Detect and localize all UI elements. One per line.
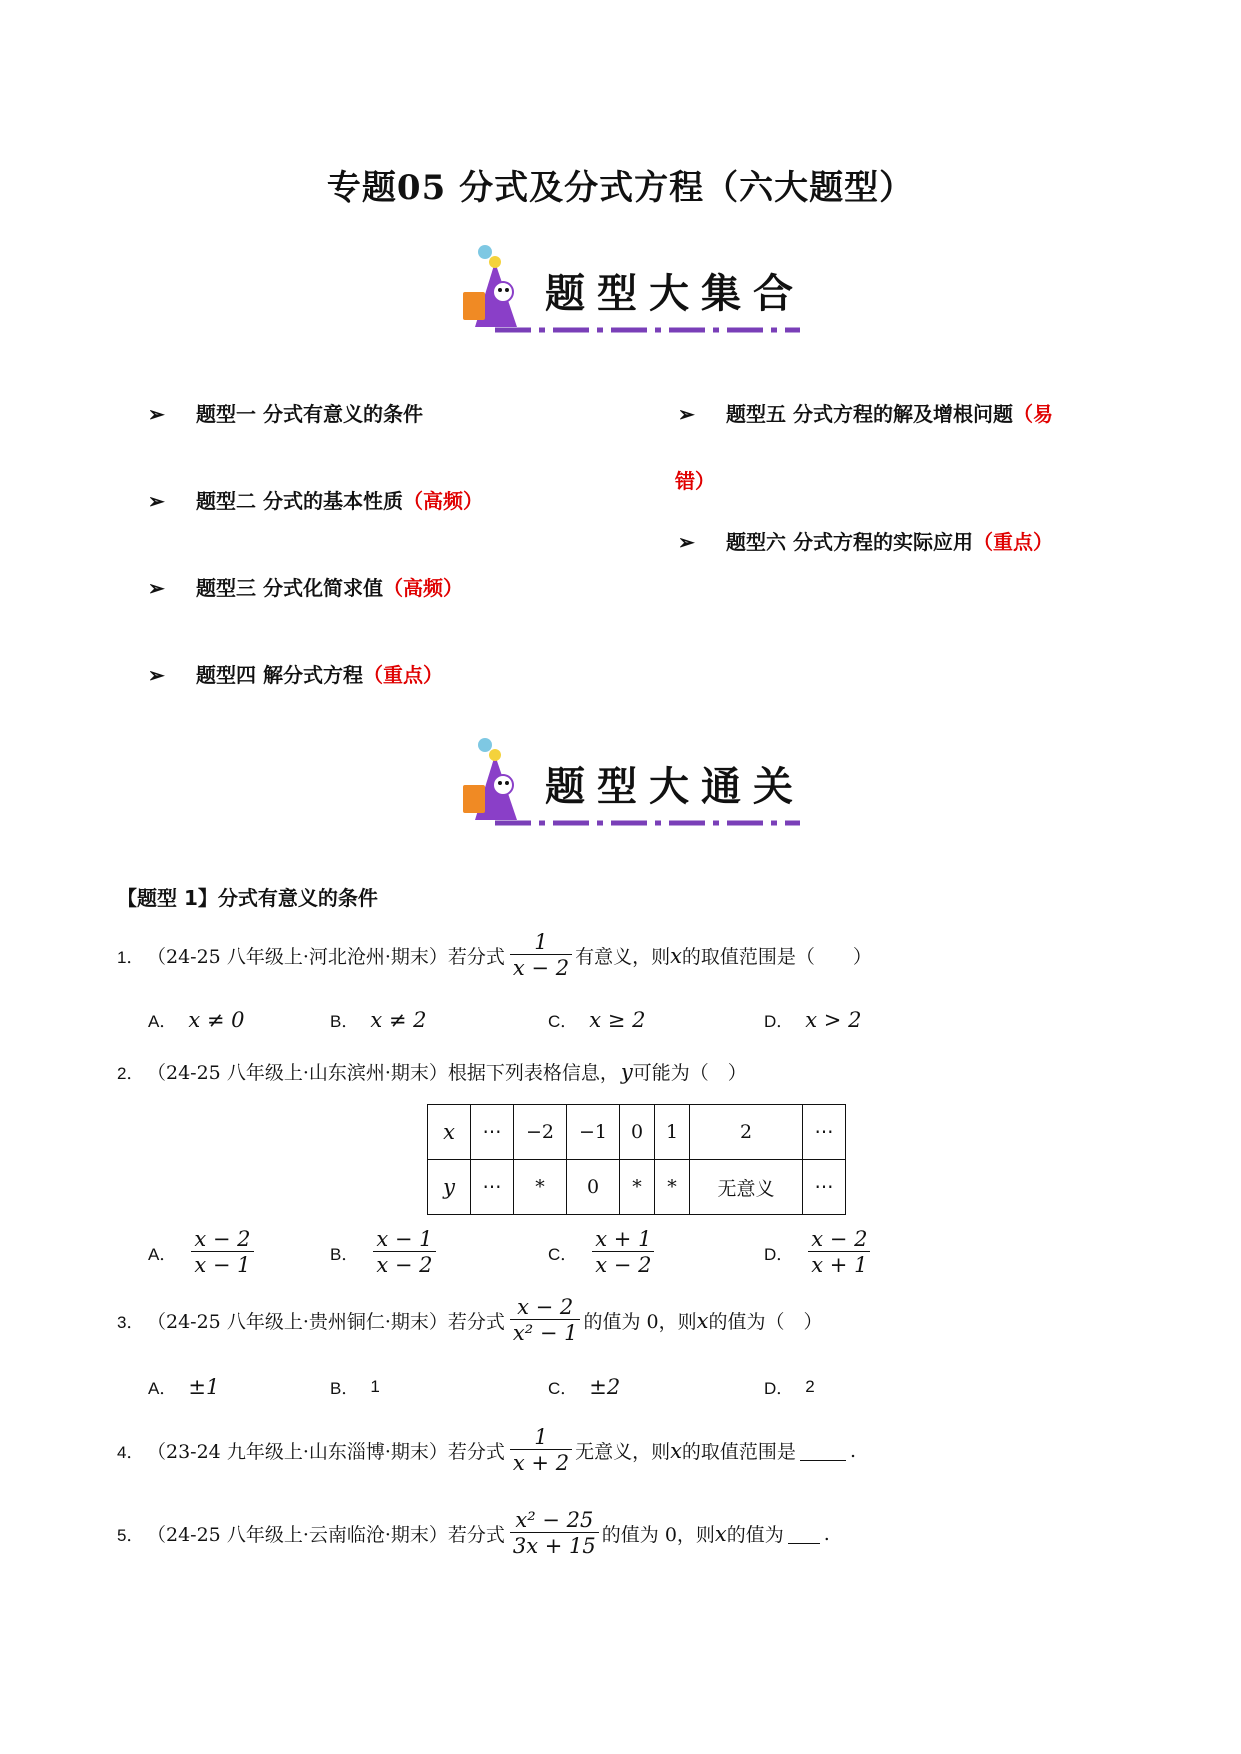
option-a[interactable]: A． ±1	[148, 1374, 220, 1399]
banner-title: 题型大通关	[545, 763, 805, 810]
fraction: $\frac{x - 2}{\text{x² − 1}}$	[510, 1295, 581, 1346]
answer-blank[interactable]	[800, 1440, 846, 1461]
option-a[interactable]: A． x ≠ 0	[148, 1007, 245, 1032]
answer-blank[interactable]	[788, 1523, 820, 1544]
type-item-tag: （重点）	[972, 530, 1053, 554]
question-3: 3． （24-25 八年级上·贵州铜仁·期末）若分式 $\frac{x - 2}{\text{x² − 1}}$ 的值为 0，则 x 的值为（ ）	[117, 1295, 823, 1345]
type-item-label: 题型五 分式方程的解及增根问题	[726, 402, 1013, 426]
option-c[interactable]: C． x ≥ 2	[548, 1007, 646, 1032]
question-1: 1． （24-25 八年级上·河北沧州·期末）若分式 $\frac{1}{x - 2}$ 有意义，则 x 的取值范围是（ ）	[117, 930, 872, 980]
arrow-bullet-icon: ➢	[148, 402, 165, 426]
arrow-bullet-icon: ➢	[678, 530, 695, 554]
arrow-bullet-icon: ➢	[148, 663, 165, 687]
type-item-tag: （高频）	[382, 576, 463, 600]
option-d[interactable]: D． 2	[764, 1376, 815, 1398]
option-c[interactable]: C． ±2	[548, 1374, 621, 1399]
banner-pass	[455, 725, 815, 835]
fraction: $\frac{1}{x - 2}$	[510, 930, 572, 981]
type-item-label: 题型二 分式的基本性质	[196, 489, 403, 513]
banner-collection	[455, 232, 815, 342]
question-2: 2． （24-25 八年级上·山东滨州·期末）根据下列表格信息， y 可能为（ ）	[117, 1059, 747, 1084]
type-item-4[interactable]	[148, 659, 443, 688]
type-item-5[interactable]	[678, 398, 1053, 427]
type-item-3[interactable]	[148, 572, 463, 601]
type-item-1[interactable]	[148, 398, 423, 427]
option-d[interactable]: D． $\frac{x - 2}{x + 1}$	[764, 1227, 873, 1278]
type-item-label: 题型六 分式方程的实际应用	[726, 530, 973, 554]
type-item-tag: （重点）	[362, 663, 443, 687]
arrow-bullet-icon: ➢	[678, 402, 695, 426]
option-c[interactable]: C． $\frac{x + 1}{x - 2}$	[548, 1227, 657, 1278]
value-table	[427, 1104, 846, 1215]
page-title: 专题05 分式及分式方程（六大题型）	[326, 168, 915, 208]
option-a[interactable]: A． $\frac{x - 2}{x - 1}$	[148, 1227, 257, 1278]
type-item-5-tag-cont: 错）	[675, 469, 715, 493]
section-heading: 【题型 1】分式有意义的条件	[117, 886, 378, 910]
option-d[interactable]: D． x > 2	[764, 1007, 862, 1032]
option-b[interactable]: B． x ≠ 2	[330, 1007, 427, 1032]
question-4: 4． （23-24 九年级上·山东淄博·期末）若分式 $\frac{1}{x + 2}$ 无意义，则 x 的取值范围是 .	[117, 1425, 856, 1475]
type-item-tag: （高频）	[402, 489, 483, 513]
question-5: 5． （24-25 八年级上·云南临沧·期末）若分式 $\frac{\text{x² − 25}}{3x + 15}$ 的值为 0，则 x 的值为 .	[117, 1508, 830, 1558]
banner-title: 题型大集合	[545, 270, 805, 317]
type-item-label: 题型三 分式化简求值	[196, 576, 383, 600]
option-b[interactable]: B． 1	[330, 1376, 380, 1398]
fraction: $\frac{1}{x + 2}$	[510, 1425, 572, 1476]
type-item-label: 题型四 解分式方程	[196, 663, 363, 687]
type-item-2[interactable]	[148, 485, 483, 514]
option-b[interactable]: B． $\frac{x - 1}{x - 2}$	[330, 1227, 439, 1278]
fraction: $\frac{\text{x² − 25}}{3x + 15}$	[510, 1508, 599, 1559]
table-row-y: y ⋯ * 0 * * 无意义 ⋯	[428, 1160, 846, 1215]
type-item-tag: （易	[1012, 402, 1053, 426]
type-item-6[interactable]	[678, 526, 1053, 555]
table-row-x: x ⋯ −2 −1 0 1 2 ⋯	[428, 1105, 846, 1160]
arrow-bullet-icon: ➢	[148, 489, 165, 513]
type-item-label: 题型一 分式有意义的条件	[196, 402, 423, 426]
arrow-bullet-icon: ➢	[148, 576, 165, 600]
